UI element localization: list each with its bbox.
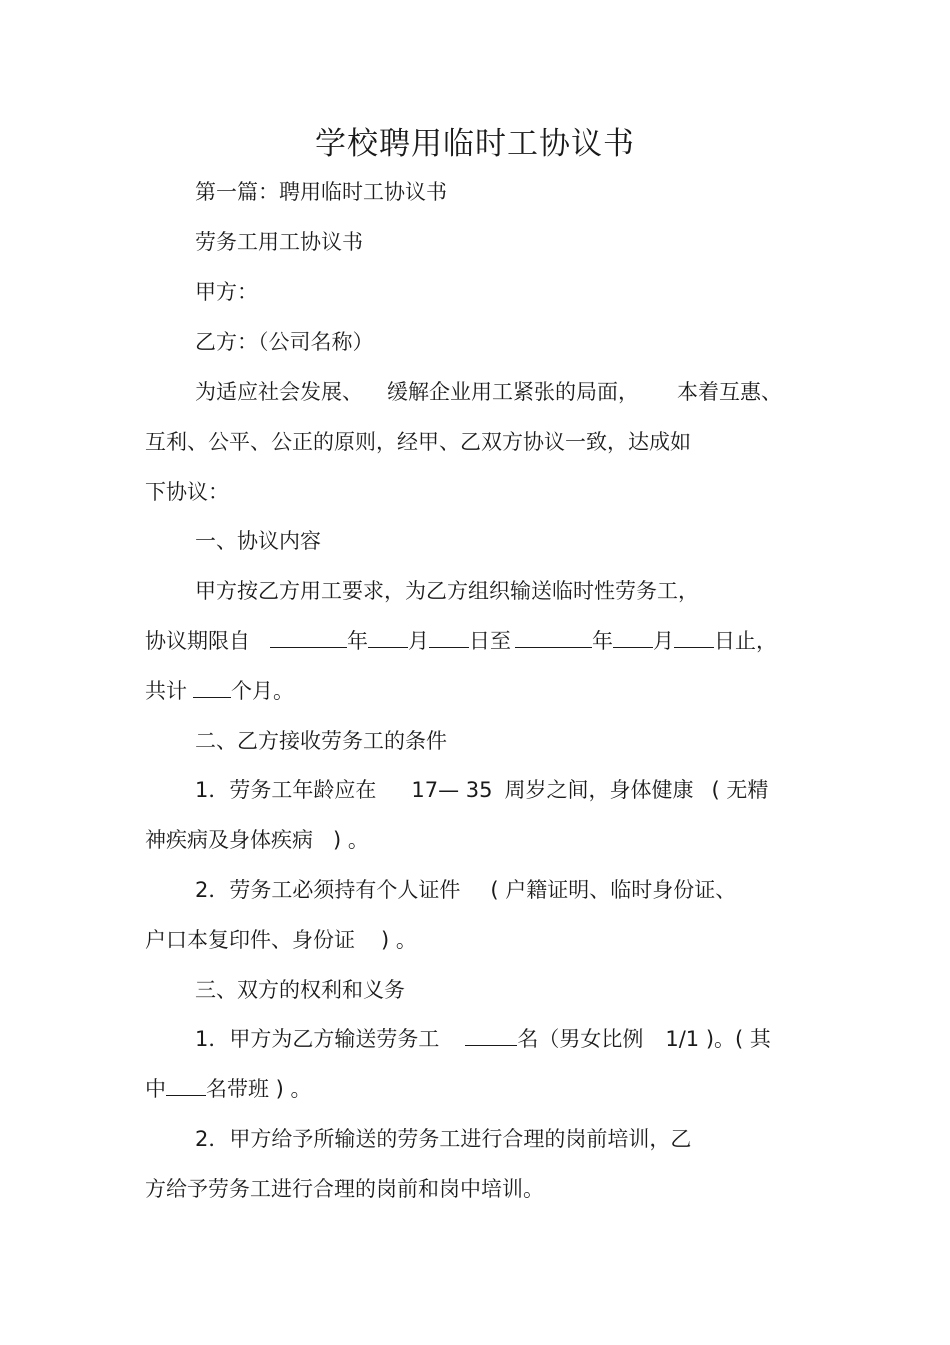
section-1-para-1: 甲方按乙方用工要求，为乙方组织输送临时性劳务工， <box>195 579 699 603</box>
section-3-item-2: 2．甲方给予所输送的劳务工进行合理的岗前培训，乙 <box>195 1127 692 1151</box>
document-title: 学校聘用临时工协议书 <box>315 126 635 162</box>
intro-line-2: 互利、公平、公正的原则，经甲、乙双方协议一致，达成如 <box>145 430 691 454</box>
section-1-heading: 一、协议内容 <box>195 529 321 553</box>
item-text: 名（男女比例 <box>517 1027 644 1051</box>
year-label-2: 年 <box>592 629 613 653</box>
subtitle: 劳务工用工协议书 <box>195 230 363 254</box>
day-end-label: 日止， <box>714 629 777 653</box>
party-a-label: 甲方： <box>195 280 258 304</box>
item-text: 户口本复印件、身份证 <box>145 928 355 952</box>
item-text: 中 <box>145 1077 166 1101</box>
end-day-blank[interactable] <box>674 625 714 648</box>
item-text: 1/1 )。( 其 <box>665 1027 771 1051</box>
year-label: 年 <box>347 629 368 653</box>
total-end-text: 个月。 <box>231 679 294 703</box>
section-2-item-2 <box>195 874 736 906</box>
party-b-label: 乙方：（公司名称） <box>195 330 374 354</box>
section-2-item-1-cont <box>145 824 369 856</box>
section-1-total-line <box>145 675 294 707</box>
day-to-label: 日至 <box>469 629 511 653</box>
intro-text-a: 为适应社会发展、 <box>195 380 363 404</box>
section-3-item-2-cont: 方给予劳务工进行合理的岗前和岗中培训。 <box>145 1177 544 1201</box>
section-3-heading: 三、双方的权利和义务 <box>195 978 405 1002</box>
item-text: 1．甲方为乙方输送劳务工 <box>195 1027 440 1051</box>
end-year-blank[interactable] <box>515 625 592 648</box>
section-2-heading: 二、乙方接收劳务工的条件 <box>195 729 447 753</box>
item-text: 2．劳务工必须持有个人证件 <box>195 878 461 902</box>
leader-count-blank[interactable] <box>166 1073 206 1096</box>
intro-text-b: 缓解企业用工紧张的局面， <box>387 380 639 404</box>
section-3-item-1 <box>195 1023 771 1055</box>
intro-text-c: 本着互惠、 <box>677 380 782 404</box>
section-3-item-1-cont <box>145 1073 312 1105</box>
end-month-blank[interactable] <box>613 625 653 648</box>
worker-count-blank[interactable] <box>465 1023 517 1046</box>
start-month-blank[interactable] <box>368 625 408 648</box>
item-text: ( 无精 <box>711 778 769 802</box>
month-label-2: 月 <box>653 629 674 653</box>
chapter-heading: 第一篇：聘用临时工协议书 <box>195 180 447 204</box>
intro-line-3: 下协议： <box>145 480 229 504</box>
start-year-blank[interactable] <box>270 625 347 648</box>
month-label: 月 <box>408 629 429 653</box>
total-start-text: 共计 <box>145 679 187 703</box>
item-text: 周岁之间，身体健康 <box>504 778 694 802</box>
start-day-blank[interactable] <box>429 625 469 648</box>
item-text: ) 。 <box>333 828 369 852</box>
section-2-item-2-cont <box>145 924 417 956</box>
section-1-term-line <box>145 625 777 657</box>
item-text: 名带班 ) 。 <box>206 1077 312 1101</box>
intro-line-1 <box>195 376 782 408</box>
age-range: 17— 35 <box>411 778 493 802</box>
months-blank[interactable] <box>193 675 231 698</box>
item-text: ( 户籍证明、临时身份证、 <box>490 878 737 902</box>
item-text: 1．劳务工年龄应在 <box>195 778 377 802</box>
section-2-item-1 <box>195 774 768 806</box>
term-start-text: 协议期限自 <box>145 629 250 653</box>
item-text: ) 。 <box>381 928 417 952</box>
item-text: 神疾病及身体疾病 <box>145 828 313 852</box>
